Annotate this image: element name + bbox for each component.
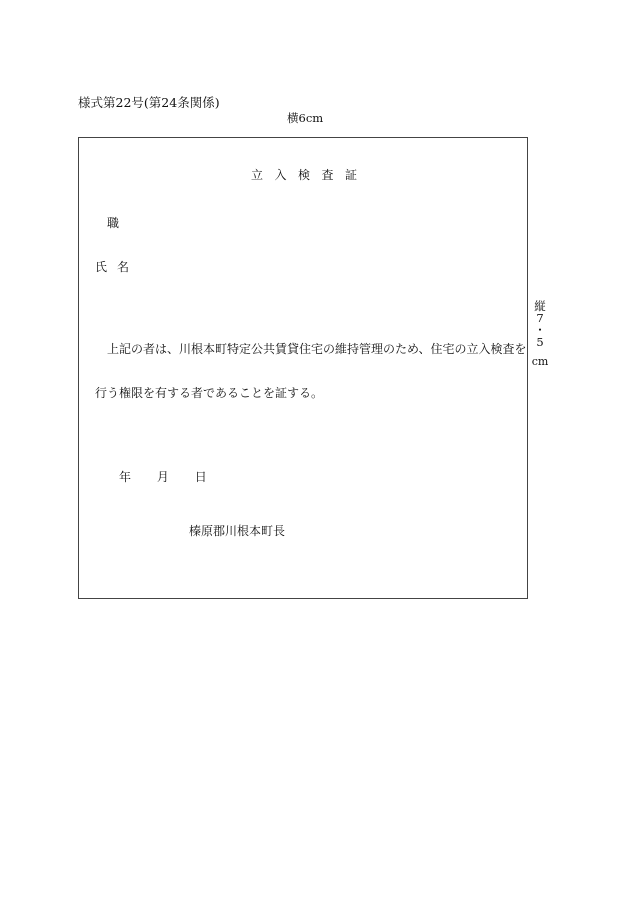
title-char: 立 — [251, 168, 264, 182]
date-month: 月 — [156, 470, 169, 484]
issuer: 榛原郡川根本町長 — [189, 524, 286, 538]
name-label-char: 氏 — [95, 260, 108, 274]
height-unit: cm — [531, 355, 549, 368]
width-note: 横6cm — [287, 111, 324, 125]
form-number: 様式第22号(第24条関係) — [78, 95, 220, 110]
height-note — [532, 300, 548, 368]
position-label: 職 — [107, 216, 120, 230]
name-label — [95, 258, 129, 275]
body-text-line-1 — [107, 340, 527, 357]
title-char: 査 — [321, 168, 334, 182]
date-year: 年 — [119, 470, 132, 484]
body-text-main: 上記の者は、川根本町特定公共賃貸住宅の維持管理のため、住宅の立入検査 — [107, 342, 515, 356]
body-text-line-2: 行う権限を有する者であることを証する。 — [95, 386, 324, 400]
height-digit-2: 5 — [536, 335, 544, 349]
date-row — [119, 468, 207, 485]
date-day: 日 — [194, 470, 207, 484]
title-char: 証 — [344, 168, 357, 182]
name-label-char: 名 — [116, 260, 129, 274]
title-char: 検 — [297, 168, 310, 182]
title-char: 入 — [274, 168, 287, 182]
height-digit-1: 7 — [536, 311, 544, 325]
certificate-box — [78, 137, 528, 599]
height-label: 縦 — [534, 299, 546, 313]
certificate-title — [251, 166, 357, 183]
body-text-end: を — [514, 342, 527, 356]
height-dot: ・ — [534, 323, 546, 337]
